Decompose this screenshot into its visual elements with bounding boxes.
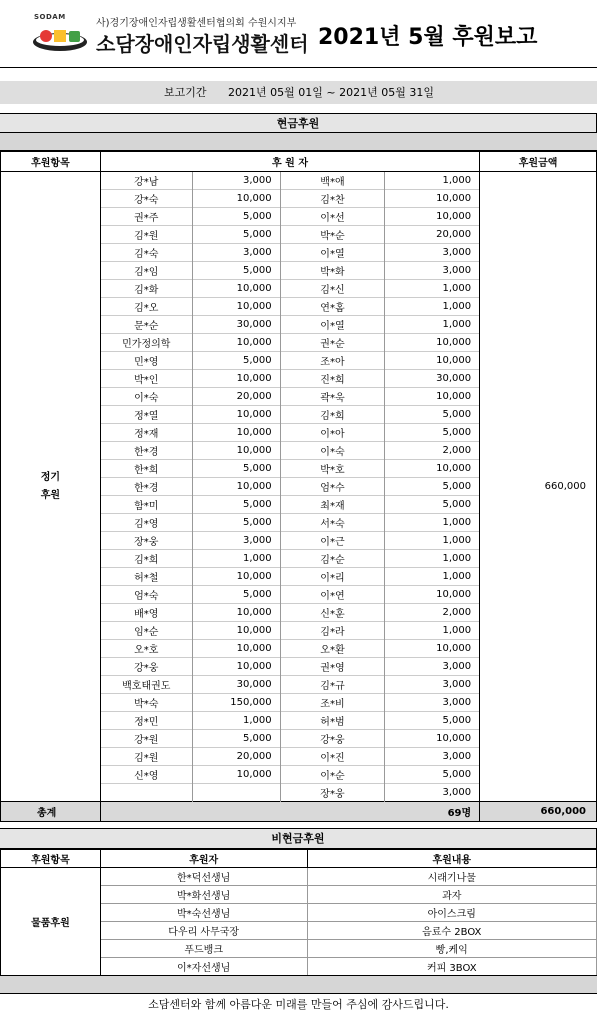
logo-text: SODAM [34,13,66,21]
donor-name: 강*남 [100,172,192,190]
donor-amount: 5,000 [192,262,280,280]
donor-amount: 30,000 [192,676,280,694]
donor-amount: 5,000 [385,424,480,442]
donor-name: 엄*숙 [100,586,192,604]
donor-amount: 10,000 [385,586,480,604]
donor-amount: 150,000 [192,694,280,712]
goods-content: 아이스크림 [307,904,596,922]
center-name: 소담장애인자립생활센터 [96,32,309,56]
donor-amount: 5,000 [385,766,480,784]
donor-name: 이*열 [280,316,385,334]
donor-amount: 10,000 [385,352,480,370]
donor-name: 오*호 [100,640,192,658]
donor-amount: 1,000 [385,298,480,316]
donor-name: 김*라 [280,622,385,640]
donor-amount: 1,000 [385,532,480,550]
donor-amount: 1,000 [385,514,480,532]
blank-band [0,133,597,151]
donor-name: 서*숙 [280,514,385,532]
donor-amount: 10,000 [192,766,280,784]
goods-category-cell: 물품후원 [1,868,101,976]
donor-amount: 2,000 [385,442,480,460]
noncash-section-title: 비현금후원 [0,828,597,849]
donor-amount: 10,000 [192,478,280,496]
goods-donor: 이*자선생님 [100,958,307,976]
donor-amount: 10,000 [192,424,280,442]
donor-name: 김*화 [100,280,192,298]
donor-name: 허*범 [280,712,385,730]
cash-donation-table [0,151,597,822]
goods-col-category-header: 후원항목 [1,850,101,868]
donor-name: 배*영 [100,604,192,622]
footer-message: 소담센터와 함께 아름다운 미래를 만들어 주심에 감사드립니다. [0,993,597,1014]
donor-amount: 10,000 [192,622,280,640]
donor-name: 문*순 [100,316,192,334]
donor-amount: 3,000 [385,694,480,712]
donor-amount: 10,000 [192,604,280,622]
donor-name: 이*숙 [100,388,192,406]
donor-amount: 5,000 [192,496,280,514]
donor-amount: 10,000 [192,442,280,460]
donor-name: 김*순 [280,550,385,568]
amount-cell: 660,000 [480,172,597,802]
donor-name: 강*웅 [280,730,385,748]
donor-amount: 1,000 [192,712,280,730]
donor-amount: 10,000 [192,334,280,352]
period-label: 보고기간 [164,86,207,99]
donor-amount: 3,000 [192,244,280,262]
donor-amount: 20,000 [192,388,280,406]
donor-amount: 5,000 [385,712,480,730]
donor-amount: 3,000 [385,784,480,802]
donor-amount: 10,000 [192,658,280,676]
donor-amount: 3,000 [385,658,480,676]
donor-name: 박*인 [100,370,192,388]
donor-amount: 3,000 [385,676,480,694]
goods-donor: 다우리 사무국장 [100,922,307,940]
donor-name: 박*순 [280,226,385,244]
donor-amount: 3,000 [385,244,480,262]
donor-name: 연*홈 [280,298,385,316]
donor-name: 권*주 [100,208,192,226]
donor-name: 정*재 [100,424,192,442]
donor-amount: 10,000 [192,280,280,298]
donor-amount: 10,000 [192,190,280,208]
donor-name: 최*재 [280,496,385,514]
total-row [1,802,597,822]
donor-name: 권*순 [280,334,385,352]
goods-content: 시래기나물 [307,868,596,886]
donor-amount: 5,000 [385,478,480,496]
donor-amount: 1,000 [385,622,480,640]
donor-amount: 10,000 [192,640,280,658]
donor-name: 백호태권도 [100,676,192,694]
donor-name: 한*희 [100,460,192,478]
donor-name: 강*숙 [100,190,192,208]
donor-name: 이*선 [280,208,385,226]
donor-amount: 10,000 [385,208,480,226]
donor-name: 김*숙 [100,244,192,262]
report-header [0,0,597,68]
col-donor-header: 후 원 자 [100,152,479,172]
donor-amount: 5,000 [192,208,280,226]
donor-name: 김*오 [100,298,192,316]
donor-name: 김*규 [280,676,385,694]
goods-donation-table [0,849,597,976]
donor-amount: 20,000 [192,748,280,766]
donor-name: 이*근 [280,532,385,550]
donor-name: 엄*수 [280,478,385,496]
donor-amount: 5,000 [192,352,280,370]
donor-amount: 10,000 [385,334,480,352]
donor-amount: 10,000 [192,406,280,424]
donor-name: 김*찬 [280,190,385,208]
donor-name: 강*웅 [100,658,192,676]
donor-name: 함*미 [100,496,192,514]
donor-amount: 1,000 [385,280,480,298]
donor-amount: 10,000 [385,190,480,208]
donor-name: 박*숙 [100,694,192,712]
total-count: 69명 [100,802,479,822]
donor-amount: 1,000 [385,316,480,334]
donor-name: 정*열 [100,406,192,424]
donor-amount: 2,000 [385,604,480,622]
donor-name: 이*연 [280,586,385,604]
table-row [1,172,597,190]
donor-amount: 3,000 [192,532,280,550]
total-label: 총계 [1,802,101,822]
donor-amount: 5,000 [192,586,280,604]
goods-content: 빵,케익 [307,940,596,958]
footer-band [0,975,597,993]
cash-section-title: 현금후원 [0,113,597,133]
donor-amount: 5,000 [192,730,280,748]
donor-amount: 3,000 [192,172,280,190]
donor-amount: 10,000 [192,370,280,388]
donor-name: 민*영 [100,352,192,370]
goods-donor: 푸드뱅크 [100,940,307,958]
donor-amount: 1,000 [192,550,280,568]
donor-name [100,784,192,802]
donor-name: 이*숙 [280,442,385,460]
donor-amount [192,784,280,802]
category-cell: 정기 후원 [1,172,101,802]
donor-name: 조*아 [280,352,385,370]
goods-content: 음료수 2BOX [307,922,596,940]
goods-content: 커피 3BOX [307,958,596,976]
donor-name: 김*희 [100,550,192,568]
donor-amount: 1,000 [385,172,480,190]
donor-name: 이*열 [280,244,385,262]
organization-name: 사)경기장애인자립생활센터협의회 수원시지부 [96,18,297,29]
col-amount-header: 후원금액 [480,152,597,172]
donor-name: 권*영 [280,658,385,676]
donor-amount: 20,000 [385,226,480,244]
donor-name: 박*화 [280,262,385,280]
period-value: 2021년 05월 01일 ~ 2021년 05월 31일 [228,86,434,99]
donor-amount: 10,000 [192,298,280,316]
donor-name: 백*애 [280,172,385,190]
goods-donor: 한*덕선생님 [100,868,307,886]
donor-amount: 10,000 [385,460,480,478]
total-amount: 660,000 [480,802,597,822]
report-title: 2021년 5월 후원보고 [318,25,538,50]
col-category-header: 후원항목 [1,152,101,172]
donor-name: 정*민 [100,712,192,730]
donor-amount: 10,000 [385,388,480,406]
donor-amount: 5,000 [385,496,480,514]
donor-amount: 1,000 [385,568,480,586]
donor-name: 이*리 [280,568,385,586]
donor-amount: 5,000 [192,226,280,244]
donor-name: 김*원 [100,748,192,766]
donor-amount: 5,000 [192,460,280,478]
donor-name: 강*원 [100,730,192,748]
donor-amount: 3,000 [385,262,480,280]
donor-name: 오*환 [280,640,385,658]
donor-name: 곽*욱 [280,388,385,406]
goods-col-content-header: 후원내용 [307,850,596,868]
donor-name: 임*순 [100,622,192,640]
goods-col-donor-header: 후원자 [100,850,307,868]
donor-name: 허*철 [100,568,192,586]
donor-name: 진*희 [280,370,385,388]
goods-content: 과자 [307,886,596,904]
donor-name: 이*아 [280,424,385,442]
donor-amount: 10,000 [385,640,480,658]
donor-name: 김*신 [280,280,385,298]
donor-amount: 10,000 [192,568,280,586]
donor-name: 이*순 [280,766,385,784]
donor-amount: 3,000 [385,748,480,766]
donor-amount: 10,000 [385,730,480,748]
donor-amount: 30,000 [385,370,480,388]
donor-amount: 5,000 [192,514,280,532]
donor-name: 장*웅 [100,532,192,550]
donor-name: 김*영 [100,514,192,532]
donor-name: 장*웅 [280,784,385,802]
donor-amount: 5,000 [385,406,480,424]
donor-name: 신*훈 [280,604,385,622]
goods-donor: 박*숙선생님 [100,904,307,922]
donor-name: 신*영 [100,766,192,784]
donor-name: 김*원 [100,226,192,244]
donor-name: 이*진 [280,748,385,766]
donor-name: 한*경 [100,478,192,496]
donor-name: 박*호 [280,460,385,478]
report-period [0,80,597,104]
donor-name: 김*희 [280,406,385,424]
donor-amount: 30,000 [192,316,280,334]
donor-amount: 1,000 [385,550,480,568]
table-row [1,868,597,886]
donor-name: 한*경 [100,442,192,460]
donor-name: 민가정의학 [100,334,192,352]
donor-name: 김*임 [100,262,192,280]
donor-name: 조*비 [280,694,385,712]
goods-donor: 박*화선생님 [100,886,307,904]
